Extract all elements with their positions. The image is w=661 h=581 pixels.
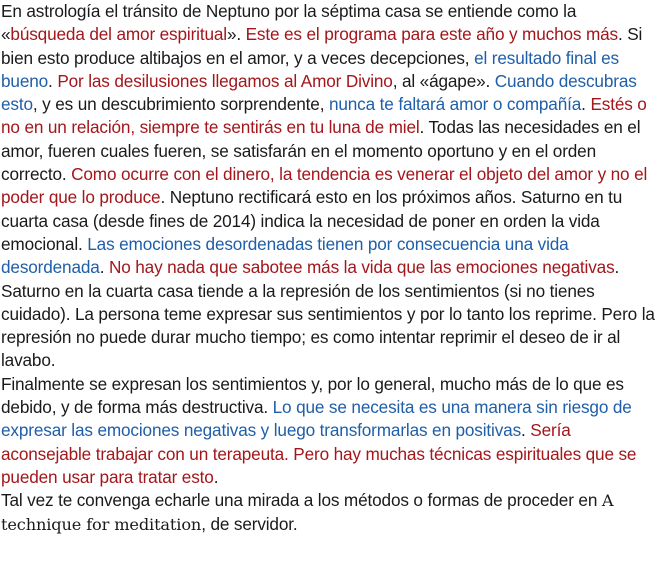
highlight-blue: Las emociones desordenadas tienen por consecuencia una vida desordenada xyxy=(1,233,569,278)
text-run: , y es un descubrimiento sorprendente, xyxy=(32,94,329,115)
highlight-red: Este es el programa para este año y muchos más xyxy=(245,24,618,45)
text-run: . Saturno en la cuarta casa tiende a la represión de los sentimientos (si no tienes cuidado). La persona teme expresar sus sentimientos y por lo tanto los reprime. Pero la represión no puede durar mucho tiempo; es como intentar reprimir el deseo de ir al lavabo. xyxy=(1,257,655,371)
text-run: . Neptuno rectificará esto en los próximos años. Saturno en tu cuarta casa (desde fines de 2014) indica la necesidad de poner en orden la vida emocional. xyxy=(1,187,623,254)
highlight-red: Estés o no en un relación, siempre te sentirás en tu luna de miel xyxy=(1,94,647,138)
paragraph-2 xyxy=(1,373,661,489)
book-title: A technique for meditation xyxy=(1,491,614,534)
highlight-red: Sería aconsejable trabajar con un terapeuta. Pero hay muchas técnicas espirituales que se pueden usar para tratar esto xyxy=(1,420,637,487)
highlight-blue: nunca te faltará amor o compañía xyxy=(328,94,582,115)
text-run: , al «ágape». xyxy=(392,70,495,91)
highlight-blue: Cuando descubras esto xyxy=(1,70,637,115)
text-run: . xyxy=(99,257,109,278)
highlight-blue: Lo que se necesita es una manera sin riesgo de expresar las emociones negativas y luego transformarlas en positivas xyxy=(1,397,632,441)
paragraph-3 xyxy=(1,489,661,536)
highlight-red: Por las desilusiones llegamos al Amor Divino xyxy=(57,70,393,91)
highlight-blue: el resultado final es bueno xyxy=(1,47,620,91)
text-run: Finalmente se expresan los sentimientos y, por lo general, mucho más de lo que es debido, y de forma más destructiva. xyxy=(1,373,624,418)
text-run: Tal vez te convenga echarle una mirada a los métodos o formas de proceder en xyxy=(1,490,602,511)
text-run: . xyxy=(581,94,591,115)
text-run: . xyxy=(521,420,531,441)
text-run: . xyxy=(48,70,58,91)
paragraph-1 xyxy=(1,0,661,373)
text-run: . Todas las necesidades en el amor, fueren cuales fueren, se satisfarán en el momento oportuno y en el orden correcto. xyxy=(1,117,641,185)
text-run: , de servidor. xyxy=(201,513,298,534)
text-run: ». xyxy=(226,24,246,45)
text-run: . xyxy=(213,466,219,487)
highlight-red: búsqueda del amor espiritual xyxy=(10,24,227,45)
text-run: En astrología el tránsito de Neptuno por la séptima casa se entiende como la « xyxy=(1,1,577,45)
text-run: . Si bien esto produce altibajos en el amor, y a veces decepciones, xyxy=(1,24,643,68)
highlight-red: No hay nada que sabotee más la vida que las emociones negativas xyxy=(108,257,615,278)
highlight-red: Como ocurre con el dinero, la tendencia es venerar el objeto del amor y no el poder que lo produce xyxy=(1,164,648,208)
